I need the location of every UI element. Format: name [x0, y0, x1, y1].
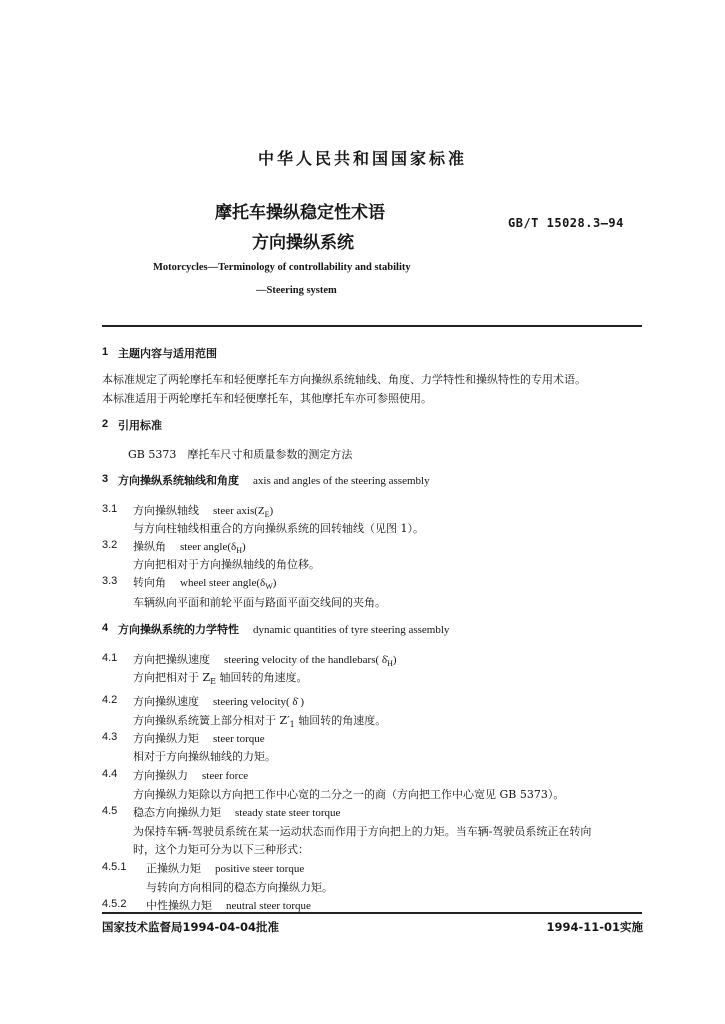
- item-4-3-description: 相对于方向操纵轴线的力矩。: [133, 750, 276, 763]
- item-4-3-english: steer torque: [213, 733, 265, 745]
- implementation-date: 1994-11-01实施: [546, 920, 643, 934]
- item-4-5-2-english: neutral steer torque: [226, 900, 311, 912]
- standard-code: GB/T 15028.3—94: [508, 216, 624, 230]
- item-3-2-term-line: [133, 538, 246, 555]
- section-2-number: 2: [102, 418, 109, 430]
- section-3-english: axis and angles of the steering assembly: [253, 475, 430, 487]
- item-4-5-2-number: 4.5.2: [102, 898, 127, 910]
- item-4-2-description: 方向操纵系统簧上部分相对于 $Z'_1$ 轴回转的角速度。: [133, 714, 387, 730]
- item-3-1-description: 与方向柱轴线相重合的方向操纵系统的回转轴线（见图 1）。: [133, 522, 424, 535]
- item-3-2-english: steer $angle(\delta_H)$: [180, 541, 246, 556]
- section-1-paragraph-1: 本标准规定了两轮摩托车和轻便摩托车方向操纵系统轴线、角度、力学特性和操纵特性的专用术语。: [102, 373, 586, 386]
- approval-date: 国家技术监督局1994-04-04批准: [102, 920, 280, 934]
- item-4-3-term: 方向操纵力矩: [133, 732, 199, 745]
- item-4-5-1-term: 正操纵力矩: [146, 862, 201, 875]
- item-3-1-term-line: [133, 502, 273, 519]
- item-3-3-term-line: [133, 574, 276, 591]
- item-3-2-number: 3.2: [102, 539, 118, 551]
- item-3-2-description: 方向把相对于方向操纵轴线的角位移。: [133, 558, 320, 571]
- item-4-5-description: 为保持车辆-驾驶员系统在某一运动状态而作用于方向把上的力矩。当车辆-驾驶员系统正在转向: [133, 825, 592, 838]
- item-4-5-2-term: 中性操纵力矩: [146, 899, 212, 912]
- item-4-2-term: 方向操纵速度: [133, 695, 199, 708]
- item-4-1-description: 方向把相对于 $Z_E$ 轴回转的角速度。: [133, 671, 308, 687]
- item-3-1-english: steer $axis(Z_E)$: [213, 505, 274, 520]
- title-line-1: 摩托车操纵稳定性术语: [215, 203, 385, 223]
- item-3-3-description: 车辆纵向平面和前轮平面与路面平面交线间的夹角。: [133, 596, 386, 609]
- item-4-2-term-line: [133, 693, 304, 709]
- item-4-1-term: 方向把操纵速度: [133, 653, 210, 666]
- item-4-4-english: steer force: [202, 770, 249, 782]
- item-4-5-term-line: [133, 804, 340, 820]
- section-3-title: 方向操纵系统轴线和角度: [118, 474, 239, 487]
- item-4-4-number: 4.4: [102, 768, 118, 780]
- item-4-4-term: 方向操纵力: [133, 769, 188, 782]
- section-4-number: 4: [102, 622, 109, 634]
- title-line-2: 方向操纵系统: [252, 233, 354, 253]
- item-4-3-term-line: [133, 730, 265, 746]
- section-1-paragraph-2: 本标准适用于两轮摩托车和轻便摩托车，其他摩托车亦可参照使用。: [102, 392, 432, 405]
- item-3-3-english: wheel steer $angle(\delta_W)$: [180, 577, 277, 592]
- section-1-title: 主题内容与适用范围: [118, 347, 217, 360]
- item-3-3-number: 3.3: [102, 575, 118, 587]
- item-3-3-term: 转向角: [133, 576, 166, 589]
- item-4-3-number: 4.3: [102, 731, 118, 743]
- item-4-5-number: 4.5: [102, 805, 118, 817]
- item-3-1-term: 方向操纵轴线: [133, 504, 199, 517]
- national-standard-header: 中华人民共和国国家标准: [257, 149, 467, 168]
- item-4-2-number: 4.2: [102, 694, 118, 706]
- item-4-5-description-2: 时，这个力矩可分为以下三种形式：: [133, 843, 309, 856]
- section-4-english: dynamic quantities of tyre steering assembly: [253, 624, 450, 636]
- section-2-reference: GB 5373 摩托车尺寸和质量参数的测定方法: [128, 448, 353, 461]
- item-4-1-term-line: [133, 651, 397, 668]
- section-4-heading: [118, 621, 449, 637]
- item-4-1-number: 4.1: [102, 652, 118, 664]
- section-3-number: 3: [102, 473, 109, 485]
- english-title-1: Motorcycles—Terminology of controllability and stability: [153, 262, 411, 273]
- bottom-divider: [102, 912, 642, 914]
- item-4-5-1-description: 与转向方向相同的稳态方向操纵力矩。: [146, 881, 333, 894]
- section-2-title: 引用标准: [118, 419, 162, 432]
- item-4-4-description: 方向操纵力矩除以方向把工作中心宽的二分之一的商（方向把工作中心宽见 GB 5373）。: [133, 788, 565, 801]
- item-4-5-1-term-line: [146, 860, 304, 876]
- section-3-heading: [118, 472, 430, 488]
- item-4-5-2-term-line: [146, 897, 311, 913]
- item-4-5-english: steady state steer torque: [235, 807, 341, 819]
- english-title-2: —Steering system: [256, 285, 337, 296]
- section-1-number: 1: [102, 346, 109, 358]
- item-4-2-english: steering velocity( δ̇ ): [213, 696, 305, 708]
- section-4-title: 方向操纵系统的力学特性: [118, 623, 239, 636]
- item-4-4-term-line: [133, 767, 248, 783]
- item-4-5-term: 稳态方向操纵力矩: [133, 806, 221, 819]
- item-3-2-term: 操纵角: [133, 540, 166, 553]
- item-4-5-1-english: positive steer torque: [215, 863, 305, 875]
- top-divider: [102, 325, 642, 327]
- item-4-1-english: steering velocity of the handlebars( $\deltȧ_H$): [224, 654, 397, 669]
- item-3-1-number: 3.1: [102, 503, 118, 515]
- item-4-5-1-number: 4.5.1: [102, 861, 127, 873]
